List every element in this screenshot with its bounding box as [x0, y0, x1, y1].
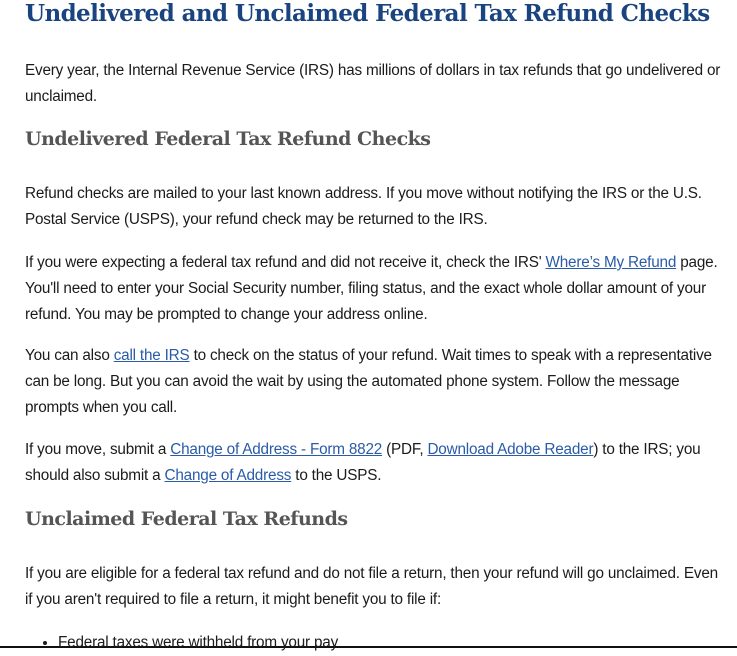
paragraph — [25, 343, 725, 421]
text: (PDF, — [382, 441, 428, 458]
page-title: Undelivered and Unclaimed Federal Tax Refund Checks — [25, 0, 710, 27]
text: to the USPS. — [291, 467, 382, 484]
section-heading-undelivered: Undelivered Federal Tax Refund Checks — [25, 128, 431, 150]
intro-paragraph: Every year, the Internal Revenue Service (IRS) has millions of dollars in tax refunds that go undelivered or unclaimed. — [25, 62, 721, 105]
text: ) to the IRS; you should also submit a — [25, 441, 701, 484]
text: If you were expecting a federal tax refund and did not receive it, check the IRS' — [25, 254, 546, 271]
form-8822-link[interactable]: Change of Address - Form 8822 — [170, 441, 383, 458]
paragraph — [25, 437, 725, 489]
download-adobe-reader-link[interactable]: Download Adobe Reader — [427, 441, 594, 458]
paragraph: Refund checks are mailed to your last known address. If you move without notifying the IRS or the U.S. Postal Service (USPS), your refund check may be returned to the IRS. — [25, 185, 702, 228]
text: to check on the status of your refund. Wait times to speak with a representative can be long. But you can avoid the wait by using the automated phone system. Follow the message prompts when you call. — [25, 347, 712, 416]
text: If you move, submit a — [25, 441, 171, 458]
call-the-irs-link[interactable]: call the IRS — [113, 347, 190, 364]
paragraph: If you are eligible for a federal tax refund and do not file a return, then your refund will go unclaimed. Even if you aren't required to file a return, it might benefit you to file if: — [25, 565, 718, 608]
text: page. You'll need to enter your Social Security number, filing status, and the exact whole dollar amount of your refund. You may be prompted to change your address online. — [25, 254, 718, 323]
wheres-my-refund-link[interactable]: Where’s My Refund — [545, 254, 677, 271]
usps-change-of-address-link[interactable]: Change of Address — [164, 467, 292, 484]
list-item: • Federal taxes were withheld from your pay — [58, 630, 338, 656]
text: You can also — [25, 347, 114, 364]
benefit-list — [25, 630, 338, 656]
paragraph — [25, 250, 725, 328]
section-heading-unclaimed: Unclaimed Federal Tax Refunds — [25, 508, 348, 530]
